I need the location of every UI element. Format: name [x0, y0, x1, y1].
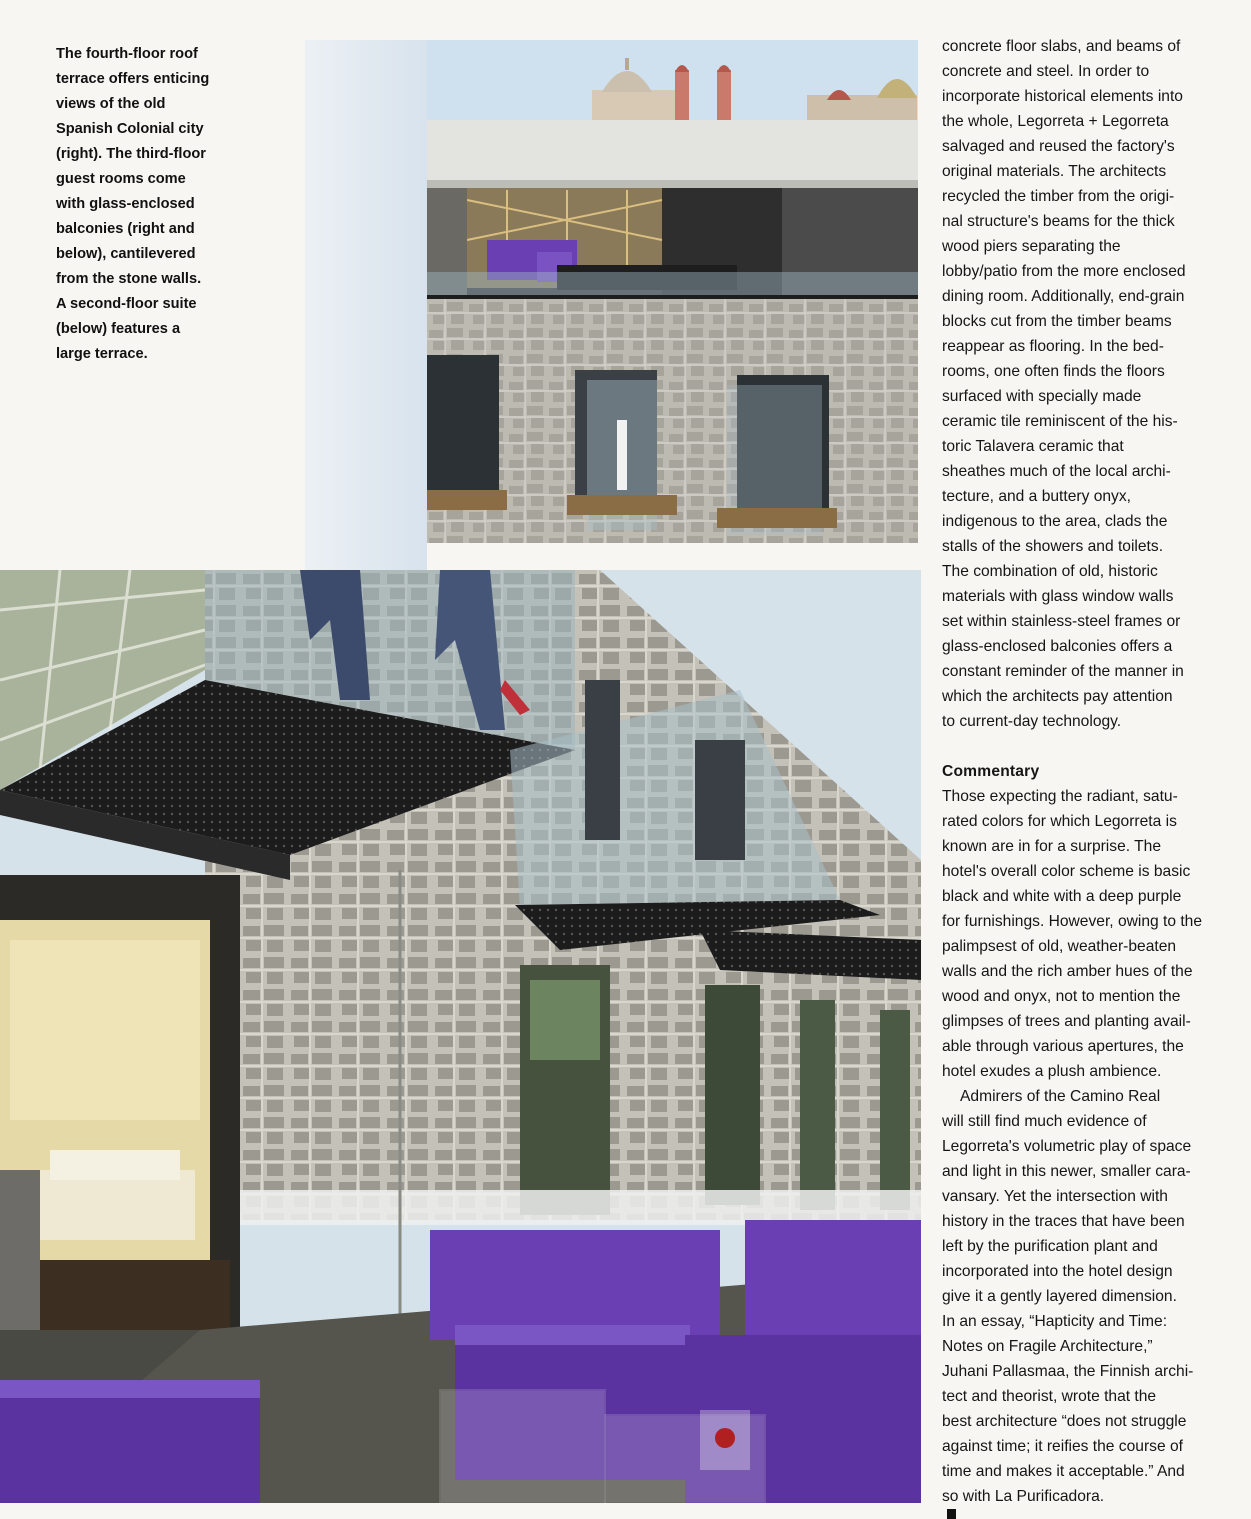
text-line: Juhani Pallasmaa, the Finnish archi-: [942, 1363, 1194, 1380]
body-paragraph-2: [942, 784, 1242, 1084]
caption-line: large terrace.: [56, 346, 148, 362]
text-line: known are in for a surprise. The: [942, 838, 1161, 855]
text-line: incorporate historical elements into: [942, 88, 1183, 105]
text-line: left by the purification plant and: [942, 1238, 1158, 1255]
text-line: original materials. The architects: [942, 163, 1167, 180]
text-line: dining room. Additionally, end-grain: [942, 288, 1185, 305]
text-line: time and makes it acceptable.” And: [942, 1463, 1185, 1480]
text-line: tect and theorist, wrote that the: [942, 1388, 1157, 1405]
text-line: and light in this newer, smaller cara-: [942, 1163, 1191, 1180]
caption-line: balconies (right and: [56, 221, 195, 237]
text-line: glass-enclosed balconies offers a: [942, 638, 1173, 655]
text-line: set within stainless-steel frames or: [942, 613, 1181, 630]
text-line: able through various apertures, the: [942, 1038, 1184, 1055]
caption-line: terrace offers enticing: [56, 71, 210, 87]
text-line: Admirers of the Camino Real: [960, 1088, 1161, 1105]
text-line: indigenous to the area, clads the: [942, 513, 1168, 530]
caption-line: guest rooms come: [56, 171, 186, 187]
caption-line: (right). The third-floor: [56, 146, 206, 162]
text-line: incorporated into the hotel design: [942, 1263, 1173, 1280]
text-line: for furnishings. However, owing to the: [942, 913, 1203, 930]
text-line: rated colors for which Legorreta is: [942, 813, 1177, 830]
text-line: wood piers separating the: [942, 238, 1121, 255]
caption-line: below), cantilevered: [56, 246, 196, 262]
text-line: to current-day technology.: [942, 713, 1122, 730]
text-line: which the architects pay attention: [942, 688, 1173, 705]
body-paragraph-3: [942, 1084, 1242, 1519]
text-line: recycled the timber from the origi-: [942, 188, 1175, 205]
text-line: black and white with a deep purple: [942, 888, 1182, 905]
text-line: palimpsest of old, weather-beaten: [942, 938, 1177, 955]
text-line: Legorreta's volumetric play of space: [942, 1138, 1192, 1155]
text-line: vansary. Yet the intersection with: [942, 1188, 1168, 1205]
caption-line: The fourth-floor roof: [56, 46, 198, 62]
suite-terrace-illustration: [0, 570, 921, 1503]
text-line: The combination of old, historic: [942, 563, 1158, 580]
rooftop-terrace-photo: [427, 40, 918, 543]
caption-line: with glass-enclosed: [56, 196, 195, 212]
body-text-column: [942, 34, 1242, 1519]
text-line: glimpses of trees and planting avail-: [942, 1013, 1191, 1030]
text-line: lobby/patio from the more enclosed: [942, 263, 1186, 280]
body-paragraph-1: [942, 34, 1242, 734]
text-line: salvaged and reused the factory's: [942, 138, 1175, 155]
photo-margin-strip: [305, 40, 427, 570]
text-line: will still find much evidence of: [942, 1113, 1147, 1130]
text-line: hotel's overall color scheme is basic: [942, 863, 1191, 880]
text-line: toric Talavera ceramic that: [942, 438, 1124, 455]
text-line: materials with glass window walls: [942, 588, 1174, 605]
caption-line: (below) features a: [56, 321, 181, 337]
caption-line: Spanish Colonial city: [56, 121, 204, 137]
suite-terrace-photo: [0, 570, 921, 1503]
text-line: so with La Purificadora.: [942, 1488, 1105, 1505]
end-of-article-mark: [947, 1509, 956, 1519]
section-heading: Commentary: [942, 763, 1040, 780]
photo-caption: [56, 42, 231, 367]
text-line: hotel exudes a plush ambience.: [942, 1063, 1162, 1080]
text-line: ceramic tile reminiscent of the his-: [942, 413, 1178, 430]
text-line: stalls of the showers and toilets.: [942, 538, 1164, 555]
text-line: tecture, and a buttery onyx,: [942, 488, 1131, 505]
text-line: blocks cut from the timber beams: [942, 313, 1172, 330]
text-line: nal structure's beams for the thick: [942, 213, 1175, 230]
caption-line: from the stone walls.: [56, 271, 202, 287]
text-line: walls and the rich amber hues of the: [942, 963, 1193, 980]
text-line: concrete floor slabs, and beams of: [942, 38, 1181, 55]
text-line: reappear as flooring. In the bed-: [942, 338, 1164, 355]
text-line: Those expecting the radiant, satu-: [942, 788, 1178, 805]
rooftop-terrace-illustration: [427, 40, 918, 543]
text-line: rooms, one often finds the floors: [942, 363, 1165, 380]
text-line: best architecture “does not struggle: [942, 1413, 1187, 1430]
caption-line: A second-floor suite: [56, 296, 197, 312]
caption-line: views of the old: [56, 96, 166, 112]
text-line: constant reminder of the manner in: [942, 663, 1184, 680]
text-line: give it a gently layered dimension.: [942, 1288, 1177, 1305]
text-line: Notes on Fragile Architecture,”: [942, 1338, 1153, 1355]
text-line: In an essay, “Hapticity and Time:: [942, 1313, 1168, 1330]
last-line: [942, 1484, 1242, 1519]
text-line: wood and onyx, not to mention the: [942, 988, 1181, 1005]
bleed-through-text: [230, 40, 300, 300]
text-line: against time; it reifies the course of: [942, 1438, 1183, 1455]
text-line: sheathes much of the local archi-: [942, 463, 1171, 480]
text-line: surfaced with specially made: [942, 388, 1142, 405]
text-line: the whole, Legorreta + Legorreta: [942, 113, 1169, 130]
text-line: concrete and steel. In order to: [942, 63, 1150, 80]
text-line: history in the traces that have been: [942, 1213, 1185, 1230]
